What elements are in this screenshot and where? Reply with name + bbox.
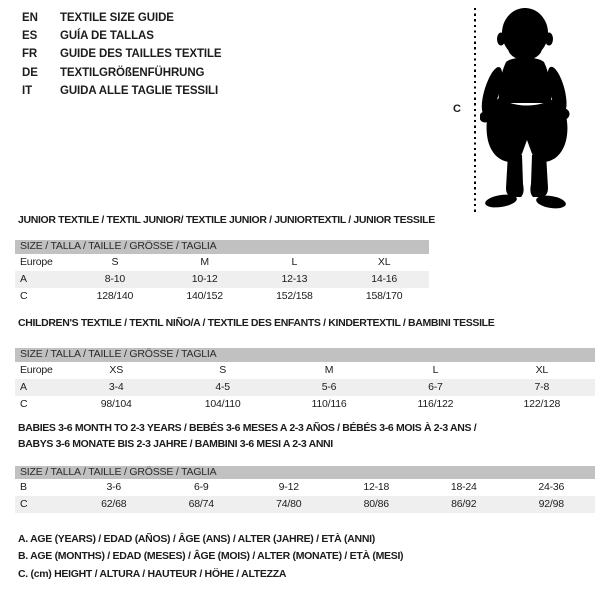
language-code: EN [22, 12, 38, 24]
junior-textile-section [15, 213, 435, 305]
list-item [22, 64, 222, 82]
table-title-line2: BABYS 3-6 MONATE BIS 2-3 JAHRE / BAMBINI 3-6 MESI A 2-3 ANNI [18, 437, 333, 450]
table-cell: 104/110 [204, 397, 241, 410]
row-label: C [20, 397, 28, 410]
language-code: FR [22, 48, 38, 61]
list-item [22, 82, 222, 100]
table-cell: 12-13 [281, 272, 308, 285]
table-cell: 14-16 [371, 272, 398, 285]
table-cell: 3-6 [106, 481, 122, 493]
language-code: DE [22, 66, 38, 79]
table-cell: 8-10 [104, 272, 125, 285]
table-cell: S [219, 363, 227, 376]
table-title: CHILDREN'S TEXTILE / TEXTIL NIÑO/A / TEXTILE DES ENFANTS / KINDERTEXTIL / BAMBINI TESSILE [18, 317, 495, 329]
table-cell: 24-36 [538, 481, 565, 493]
table-cell: 18-24 [450, 481, 477, 493]
table-cell: 74/80 [276, 498, 302, 510]
guide-title: TEXTILGRÖßENFÜHRUNG [60, 66, 205, 79]
row-label: Europe [20, 363, 53, 376]
row-label: A [20, 380, 27, 393]
table-cell: 5-6 [321, 380, 337, 393]
table-cell: 92/98 [538, 498, 564, 510]
row-label: A [20, 272, 27, 285]
table-row [15, 271, 429, 288]
table-title: JUNIOR TEXTILE / TEXTIL JUNIOR/ TEXTILE JUNIOR / JUNIORTEXTIL / JUNIOR TESSILE [18, 214, 435, 226]
list-item [22, 27, 222, 45]
table-cell: 3-4 [108, 380, 124, 393]
language-title-list [22, 9, 222, 100]
guide-title: GUÍA DE TALLAS [60, 30, 154, 43]
table-cell: S [111, 255, 119, 268]
list-item [22, 45, 222, 63]
table-row [15, 379, 595, 396]
row-label: C [20, 289, 28, 302]
babies-textile-section [15, 421, 595, 513]
table-cell: 12-18 [363, 481, 390, 493]
table-cell: 10-12 [191, 272, 218, 285]
table-cell: XS [109, 363, 123, 376]
size-header-bar: SIZE / TALLA / TAILLE / GRÖSSE / TAGLIA [15, 348, 595, 362]
table-row [15, 254, 429, 271]
table-cell: 4-5 [215, 380, 230, 393]
junior-size-table [15, 240, 429, 305]
table-cell: 80/86 [363, 498, 389, 510]
table-title-line1: BABIES 3-6 MONTH TO 2-3 YEARS / BEBÉS 3-6 MESES A 2-3 AÑOS / BÉBÉS 3-6 MOIS À 2-3 ANS / [18, 422, 477, 434]
legend-footnotes [18, 531, 403, 583]
table-cell: 98/104 [100, 397, 132, 410]
table-row [15, 362, 595, 379]
table-cell: M [324, 363, 334, 376]
row-label: Europe [20, 255, 53, 268]
footnote-a: A. AGE (YEARS) / EDAD (AÑOS) / ÂGE (ANS) / ALTER (JAHRE) / ETÀ (ANNI) [18, 533, 375, 545]
language-code: ES [22, 30, 38, 43]
table-cell: 152/158 [276, 289, 313, 302]
height-measure-label: C [453, 103, 461, 115]
table-cell: 122/128 [523, 397, 561, 410]
size-header-bar: SIZE / TALLA / TAILLE / GRÖSSE / TAGLIA [15, 240, 429, 254]
childrens-size-table [15, 348, 595, 413]
table-cell: 110/116 [311, 397, 347, 410]
guide-title: GUIDE DES TAILLES TEXTILE [60, 48, 222, 61]
table-cell: L [432, 363, 439, 376]
table-cell: 128/140 [96, 289, 134, 302]
height-measure-dotted-line [474, 8, 476, 212]
table-cell: 6-7 [428, 380, 443, 393]
table-cell: M [200, 255, 209, 268]
table-cell: L [291, 255, 298, 268]
table-row [15, 479, 595, 496]
row-label: C [20, 498, 28, 510]
baby-silhouette-icon [480, 5, 575, 210]
guide-title: GUIDA ALLE TAGLIE TESSILI [60, 84, 219, 97]
table-cell: 7-8 [534, 380, 550, 393]
row-label: B [20, 481, 27, 493]
table-cell: 9-12 [278, 481, 299, 493]
table-cell: 62/68 [101, 498, 127, 510]
table-cell: 6-9 [193, 481, 209, 493]
table-title [15, 421, 595, 452]
table-cell: 158/170 [365, 289, 403, 302]
size-header-bar: SIZE / TALLA / TAILLE / GRÖSSE / TAGLIA [15, 466, 595, 480]
list-item [22, 9, 222, 27]
guide-title: TEXTILE SIZE GUIDE [60, 12, 174, 24]
footnote-c: C. (cm) HEIGHT / ALTURA / HAUTEUR / HÖHE / ALTEZZA [18, 567, 287, 580]
table-cell: 86/92 [451, 498, 477, 510]
table-cell: 68/74 [188, 498, 214, 510]
table-row [15, 288, 429, 305]
babies-size-table [15, 466, 595, 514]
table-cell: XL [535, 363, 549, 376]
height-measure-figure [450, 3, 600, 215]
table-cell: 140/152 [186, 289, 223, 302]
language-code: IT [22, 84, 33, 97]
table-cell: 116/122 [417, 397, 454, 410]
table-row [15, 396, 595, 413]
table-row [15, 496, 595, 513]
childrens-textile-section [15, 316, 595, 413]
table-cell: XL [377, 255, 391, 268]
footnote-b: B. AGE (MONTHS) / EDAD (MESES) / ÂGE (MOIS) / ALTER (MONATE) / ETÀ (MESI) [18, 550, 404, 563]
